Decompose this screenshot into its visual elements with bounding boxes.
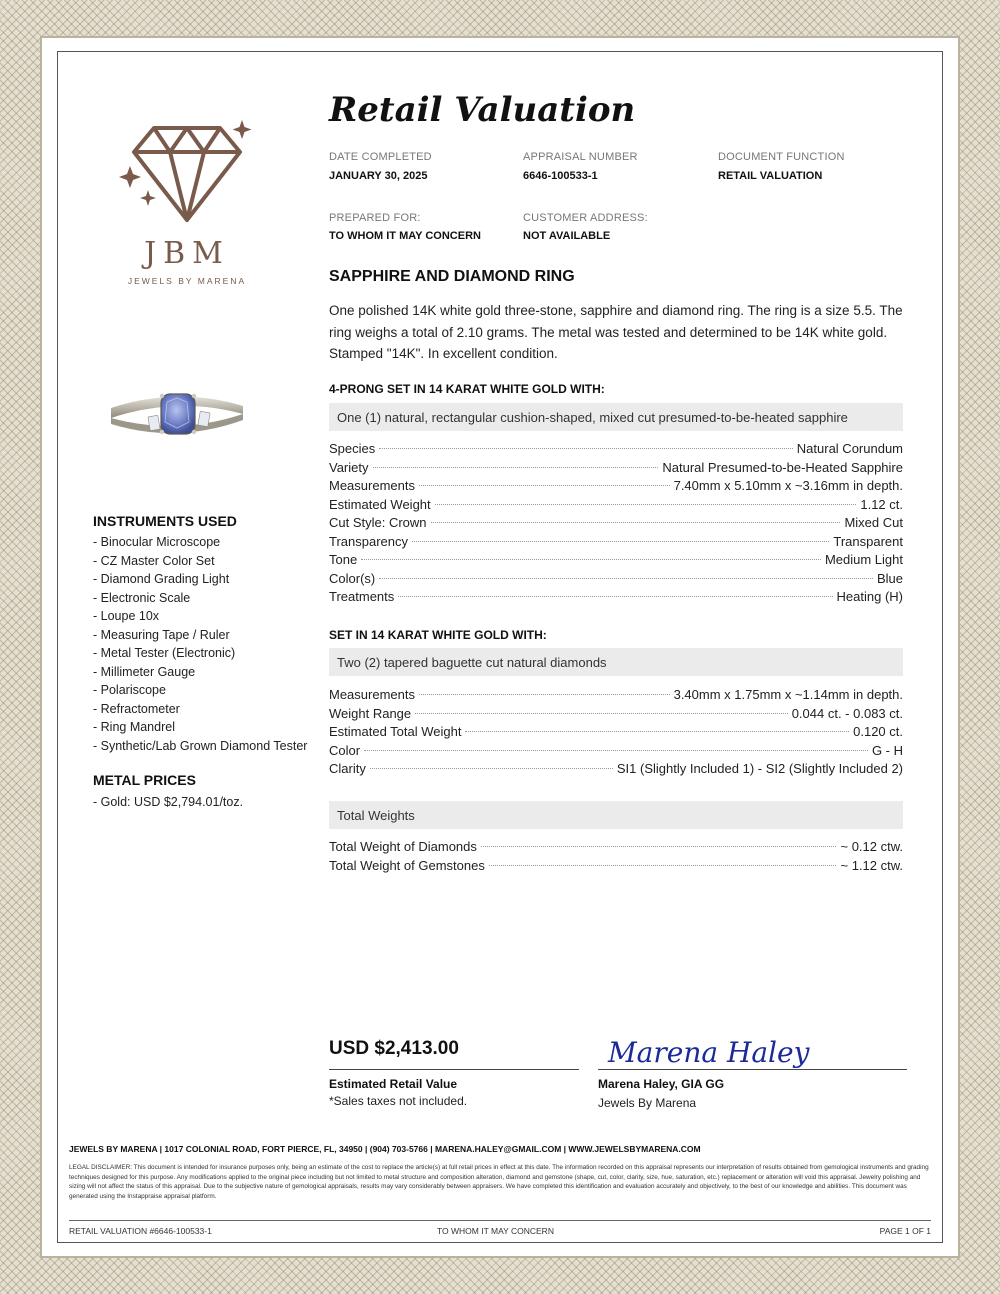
row-label: Color bbox=[329, 742, 361, 758]
row-label: Measurements bbox=[329, 687, 415, 702]
row-value: 0.120 ct. bbox=[853, 724, 903, 739]
divider bbox=[598, 1069, 907, 1070]
sapphire-summary: One (1) natural, rectangular cushion-shaped, mixed cut presumed-to-be-heated sapphire bbox=[329, 403, 903, 431]
sapphire-heading: 4-PRONG SET IN 14 KARAT WHITE GOLD WITH: bbox=[329, 382, 605, 396]
list-item: - Refractometer bbox=[93, 701, 180, 716]
item-description: One polished 14K white gold three-stone, sapphire and diamond ring. The ring is a size 5.5. The ring weighs a total of 2.10 grams. The metal was tested and determined to be 14K white gold. Stamped "14K". In excellent condition. bbox=[329, 303, 903, 361]
divider bbox=[329, 1069, 579, 1070]
table-row bbox=[329, 705, 903, 724]
document-function-value: RETAIL VALUATION bbox=[718, 170, 823, 182]
list-item: - Electronic Scale bbox=[93, 590, 191, 605]
metal-prices-heading: METAL PRICES bbox=[93, 772, 196, 788]
appraisal-number-value: 6646-100533-1 bbox=[523, 170, 598, 182]
row-label: Measurements bbox=[329, 478, 415, 493]
row-label: Total Weight of Gemstones bbox=[329, 857, 485, 873]
footer-recipient: TO WHOM IT MAY CONCERN bbox=[437, 1226, 554, 1236]
row-value: Medium Light bbox=[824, 552, 903, 567]
list-item: - CZ Master Color Set bbox=[93, 553, 215, 568]
row-value: ~ 1.12 ctw. bbox=[840, 857, 903, 873]
table-row bbox=[329, 496, 903, 515]
leader-dots bbox=[431, 522, 841, 523]
table-row bbox=[329, 551, 903, 570]
list-item: - Millimeter Gauge bbox=[93, 664, 196, 679]
diamond-details bbox=[329, 686, 903, 779]
retail-value-label: Estimated Retail Value bbox=[329, 1077, 458, 1091]
list-item: - Gold: USD $2,794.01/toz. bbox=[93, 795, 244, 809]
row-value: Mixed Cut bbox=[844, 515, 903, 530]
row-value: Natural Presumed-to-be-Heated Sapphire bbox=[662, 459, 903, 475]
list-item: - Metal Tester (Electronic) bbox=[93, 646, 236, 660]
metal-prices-list bbox=[93, 793, 243, 812]
leader-dots bbox=[370, 768, 613, 769]
table-row bbox=[329, 838, 903, 857]
row-label: Species bbox=[329, 441, 376, 456]
footer-page-number: PAGE 1 OF 1 bbox=[879, 1226, 931, 1236]
leader-dots bbox=[373, 467, 659, 468]
diamond-icon bbox=[112, 108, 262, 233]
leader-dots bbox=[419, 485, 670, 486]
row-label: Clarity bbox=[329, 761, 366, 776]
row-value: Natural Corundum bbox=[796, 441, 903, 456]
row-value: SI1 (Slightly Included 1) - SI2 (Slightly Included 2) bbox=[616, 761, 903, 776]
list-item: - Polariscope bbox=[93, 683, 166, 697]
row-value: 1.12 ct. bbox=[860, 496, 903, 512]
table-row bbox=[329, 570, 903, 589]
certificate-page bbox=[42, 38, 958, 1256]
row-value: ~ 0.12 ctw. bbox=[840, 839, 903, 854]
customer-address-value: NOT AVAILABLE bbox=[523, 230, 611, 242]
row-value: 7.40mm x 5.10mm x ~3.16mm in depth. bbox=[673, 478, 903, 493]
leader-dots bbox=[412, 541, 829, 542]
divider bbox=[69, 1220, 931, 1221]
row-label: Transparency bbox=[329, 533, 408, 549]
leader-dots bbox=[489, 865, 837, 866]
sapphire-details bbox=[329, 440, 903, 607]
row-label: Total Weight of Diamonds bbox=[329, 839, 477, 854]
leader-dots bbox=[419, 694, 670, 695]
footer-document-id: RETAIL VALUATION #6646-100533-1 bbox=[69, 1226, 212, 1236]
jbm-logo bbox=[112, 108, 262, 288]
row-label: Tone bbox=[329, 552, 358, 567]
prepared-for-value: TO WHOM IT MAY CONCERN bbox=[329, 230, 481, 242]
row-label: Treatments bbox=[329, 589, 395, 604]
customer-address-label: CUSTOMER ADDRESS: bbox=[523, 212, 648, 224]
signature-text: Marena Haley bbox=[608, 1036, 810, 1069]
date-completed-label: DATE COMPLETED bbox=[329, 151, 432, 163]
leader-dots bbox=[398, 596, 832, 597]
legal-disclaimer: LEGAL DISCLAIMER: This document is intended for insurance purposes only, being an estimate of the cost to replace the article(s) at full retail prices in effect at this date. The information recorded on this appraisal represents our interpretation of results obtained from gemological instruments and grading techniques designed for this purpose. Any modifications applied to the original piece including but not limited to metal structure and composition alteration, diamond and gemstone (shape, cut, color, clarity, size, hue, saturation, etc.) replacement or alteration will void this appraisal. Jewelry polishing and sizing will not affect the status of this appraisal. Due to the subjective nature of gemological appraisals, results may vary considerably between appraisers. We have completed this identification and evaluation accurately and objectively, to the best of our knowledge and abilities. This document was generated using the Instappraise appraisal platform. bbox=[69, 1164, 929, 1200]
page-title: Retail Valuation bbox=[329, 90, 636, 130]
list-item: - Diamond Grading Light bbox=[93, 572, 230, 586]
signature bbox=[594, 1028, 814, 1072]
logo-letters: JBM bbox=[144, 236, 230, 271]
leader-dots bbox=[379, 448, 793, 449]
appraiser-company: Jewels By Marena bbox=[598, 1096, 697, 1110]
table-row bbox=[329, 857, 903, 876]
list-item: - Loupe 10x bbox=[93, 609, 160, 623]
table-row bbox=[329, 440, 903, 459]
total-weights bbox=[329, 838, 903, 875]
list-item: - Measuring Tape / Ruler bbox=[93, 627, 230, 642]
table-row bbox=[329, 742, 903, 761]
row-label: Cut Style: Crown bbox=[329, 515, 427, 530]
table-row bbox=[329, 723, 903, 742]
diamonds-heading: SET IN 14 KARAT WHITE GOLD WITH: bbox=[329, 628, 547, 642]
logo-subtitle: JEWELS BY MARENA bbox=[127, 276, 247, 286]
table-row bbox=[329, 686, 903, 705]
date-completed-value: JANUARY 30, 2025 bbox=[329, 170, 428, 182]
prepared-for-label: PREPARED FOR: bbox=[329, 212, 421, 224]
footer-contact: JEWELS BY MARENA | 1017 COLONIAL ROAD, FORT PIERCE, FL, 34950 | (904) 703-5766 | MARENA.HALEY@GMAIL.COM | WWW.JEWELSBYMARENA.COM bbox=[69, 1144, 701, 1154]
table-row bbox=[329, 477, 903, 496]
row-label: Color(s) bbox=[329, 570, 376, 586]
list-item: - Ring Mandrel bbox=[93, 720, 175, 734]
instruments-list bbox=[93, 533, 307, 755]
list-item: - Binocular Microscope bbox=[93, 535, 221, 549]
leader-dots bbox=[465, 731, 849, 732]
table-row bbox=[329, 588, 903, 607]
list-item: - Synthetic/Lab Grown Diamond Tester bbox=[93, 738, 308, 753]
document-function-label: DOCUMENT FUNCTION bbox=[718, 151, 845, 163]
row-value: Transparent bbox=[833, 533, 903, 549]
row-label: Estimated Weight bbox=[329, 496, 431, 512]
retail-price: USD $2,413.00 bbox=[329, 1038, 459, 1059]
row-label: Weight Range bbox=[329, 705, 412, 721]
table-row bbox=[329, 760, 903, 779]
row-value: Blue bbox=[876, 570, 903, 586]
appraisal-number-label: APPRAISAL NUMBER bbox=[523, 151, 638, 163]
row-value: Heating (H) bbox=[836, 589, 903, 604]
instruments-heading: INSTRUMENTS USED bbox=[93, 513, 237, 529]
appraiser-name: Marena Haley, GIA GG bbox=[598, 1077, 725, 1091]
leader-dots bbox=[364, 750, 868, 751]
leader-dots bbox=[481, 846, 837, 847]
row-value: 0.044 ct. - 0.083 ct. bbox=[791, 705, 903, 721]
leader-dots bbox=[379, 578, 873, 579]
leader-dots bbox=[435, 504, 857, 505]
tax-note: *Sales taxes not included. bbox=[329, 1094, 468, 1108]
leader-dots bbox=[415, 713, 788, 714]
row-label: Estimated Total Weight bbox=[329, 724, 462, 739]
item-title: SAPPHIRE AND DIAMOND RING bbox=[329, 268, 575, 285]
row-label: Variety bbox=[329, 459, 369, 475]
table-row bbox=[329, 533, 903, 552]
row-value: 3.40mm x 1.75mm x ~1.14mm in depth. bbox=[673, 687, 903, 702]
row-value: G - H bbox=[871, 742, 903, 758]
total-weights-heading: Total Weights bbox=[329, 801, 903, 829]
leader-dots bbox=[361, 559, 821, 560]
diamonds-summary: Two (2) tapered baguette cut natural diamonds bbox=[329, 648, 903, 676]
table-row bbox=[329, 514, 903, 533]
table-row bbox=[329, 459, 903, 478]
ring-photo bbox=[107, 356, 247, 466]
